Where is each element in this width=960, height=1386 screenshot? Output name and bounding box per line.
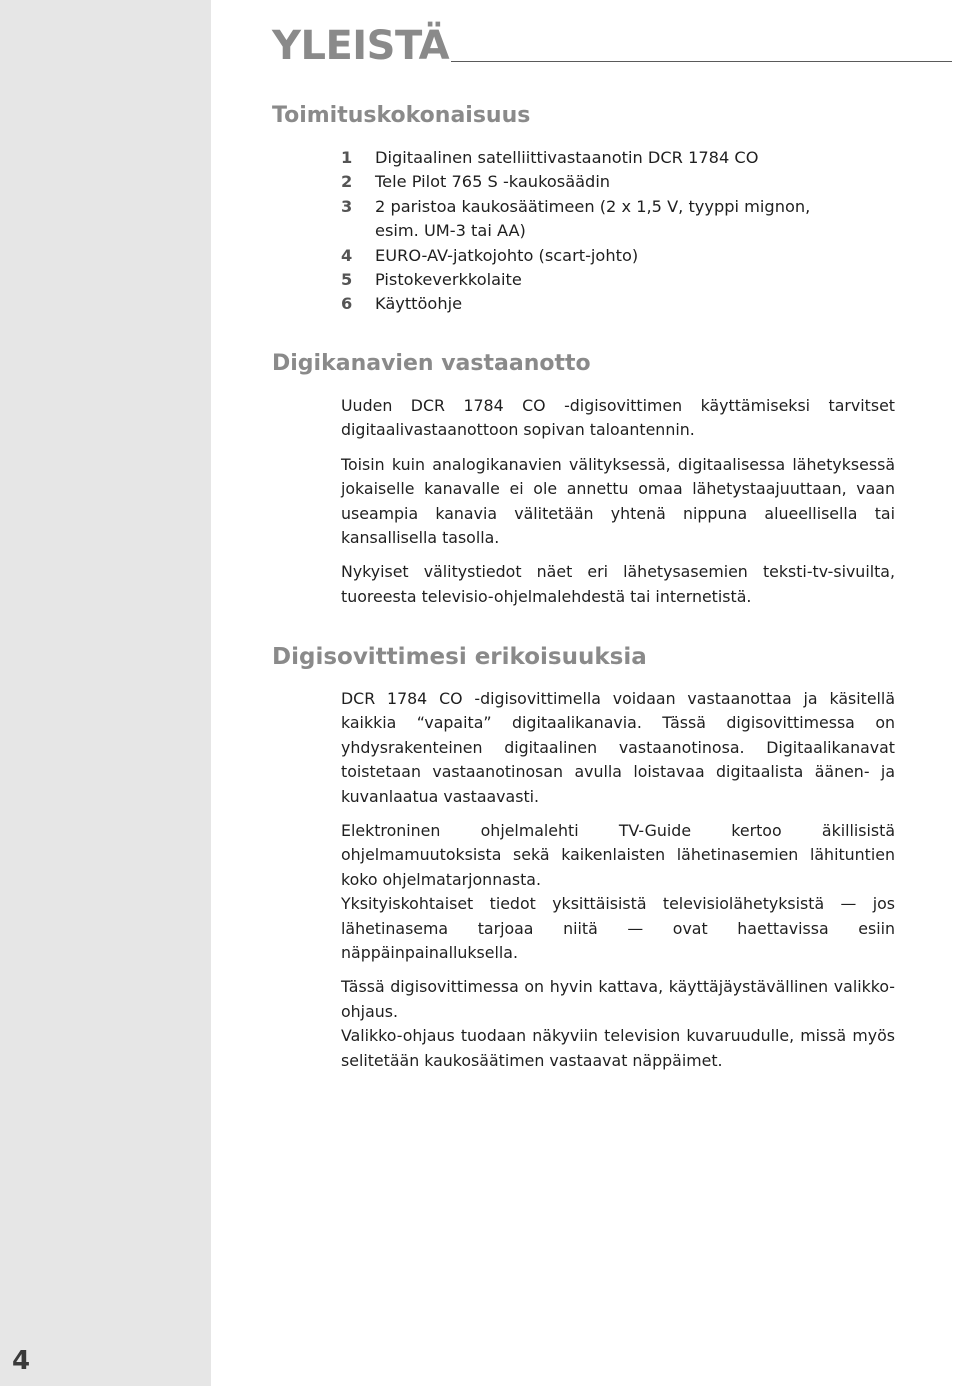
list-item: [341, 195, 901, 244]
paragraph: Uuden DCR 1784 CO -digisovittimen käyttämiseksi tarvitset digitaalivastaanottoon sopivan taloantennin.: [341, 396, 895, 440]
list-item: [341, 146, 901, 170]
paragraph: Elektroninen ohjelmalehti TV-Guide kertoo äkillisistä ohjelmamuutoksista sekä kaikenlaisten lähetinasemien lähituntien koko ohjelmatarjonnasta.: [341, 821, 895, 889]
paragraph: Toisin kuin analogikanavien välityksessä, digitaalisessa lähetyksessä jokaiselle kanavalle ei ole annettu omaa lähetystaajuuttaan, vaan useampia kanavia välitetään yhtenä nippuna alueellisella tai kansallisella tasolla.: [341, 454, 895, 548]
list-item-number: 4: [341, 245, 353, 265]
list-item-number: 1: [341, 148, 353, 167]
list-item-text: EURO-AV-jatkojohto (scart-johto): [375, 245, 639, 265]
paragraph: DCR 1784 CO -digisovittimella voidaan vastaanottaa ja käsitellä kaikkia “vapaita” digitaalikanavia. Tässä digisovittimessa on yhdysrakenteinen digitaalinen vastaanotinosa. Digitaalikanavat toistetaan vastaanotinosan avulla loistavaa digitaalista äänen- ja kuvanlaatua vastaavasti.: [341, 689, 895, 806]
side-margin-band: [0, 0, 211, 1386]
section-heading-delivery: Toimituskokonaisuus: [272, 103, 531, 128]
list-item-text: 2 paristoa kaukosäätimeen (2 x 1,5 V, tyyppi mignon, esim. UM-3 tai AA): [375, 196, 811, 241]
paragraph: Yksityiskohtaiset tiedot yksittäisistä televisiolähetyksistä — jos lähetinasema tarjoaa niitä — ovat haettavissa esiin näppäinpainalluksella.: [341, 894, 895, 963]
section-heading-reception: Digikanavien vastaanotto: [272, 351, 591, 376]
page-title-row: [272, 20, 952, 69]
page-number: 4: [12, 1346, 31, 1376]
list-item: [341, 244, 901, 268]
page-title: YLEISTÄ: [272, 23, 450, 69]
list-item-number: 2: [341, 172, 353, 192]
paragraph: Valikko-ohjaus tuodaan näkyviin television kuvaruudulle, missä myös selitetään kaukosäätimen vastaavat näppäimet.: [341, 1026, 895, 1070]
section-heading-features: Digisovittimesi erikoisuuksia: [272, 644, 647, 670]
reception-text-block: [341, 394, 895, 609]
title-rule: [451, 61, 952, 62]
delivery-item-list: [341, 146, 901, 317]
list-item-text: Digitaalinen satelliittivastaanotin DCR 1784 CO: [375, 148, 759, 167]
list-item-number: 5: [341, 270, 353, 290]
list-item: [341, 170, 901, 194]
paragraph: Nykyiset välitystiedot näet eri lähetysasemien teksti-tv-sivuilta, tuoreesta televisio-ohjelmalehdestä tai internetistä.: [341, 562, 895, 606]
list-item-number: 3: [341, 196, 353, 216]
list-item: [341, 292, 901, 316]
list-item-number: 6: [341, 294, 353, 314]
list-item-text: Käyttöohje: [375, 294, 463, 314]
list-item: [341, 268, 901, 292]
features-text-block: [341, 687, 895, 1073]
list-item-text: Pistokeverkkolaite: [375, 270, 522, 290]
list-item-text: Tele Pilot 765 S -kaukosäädin: [375, 172, 611, 192]
paragraph: Tässä digisovittimessa on hyvin kattava, käyttäjäystävällinen valikko-ohjaus.: [341, 977, 895, 1021]
